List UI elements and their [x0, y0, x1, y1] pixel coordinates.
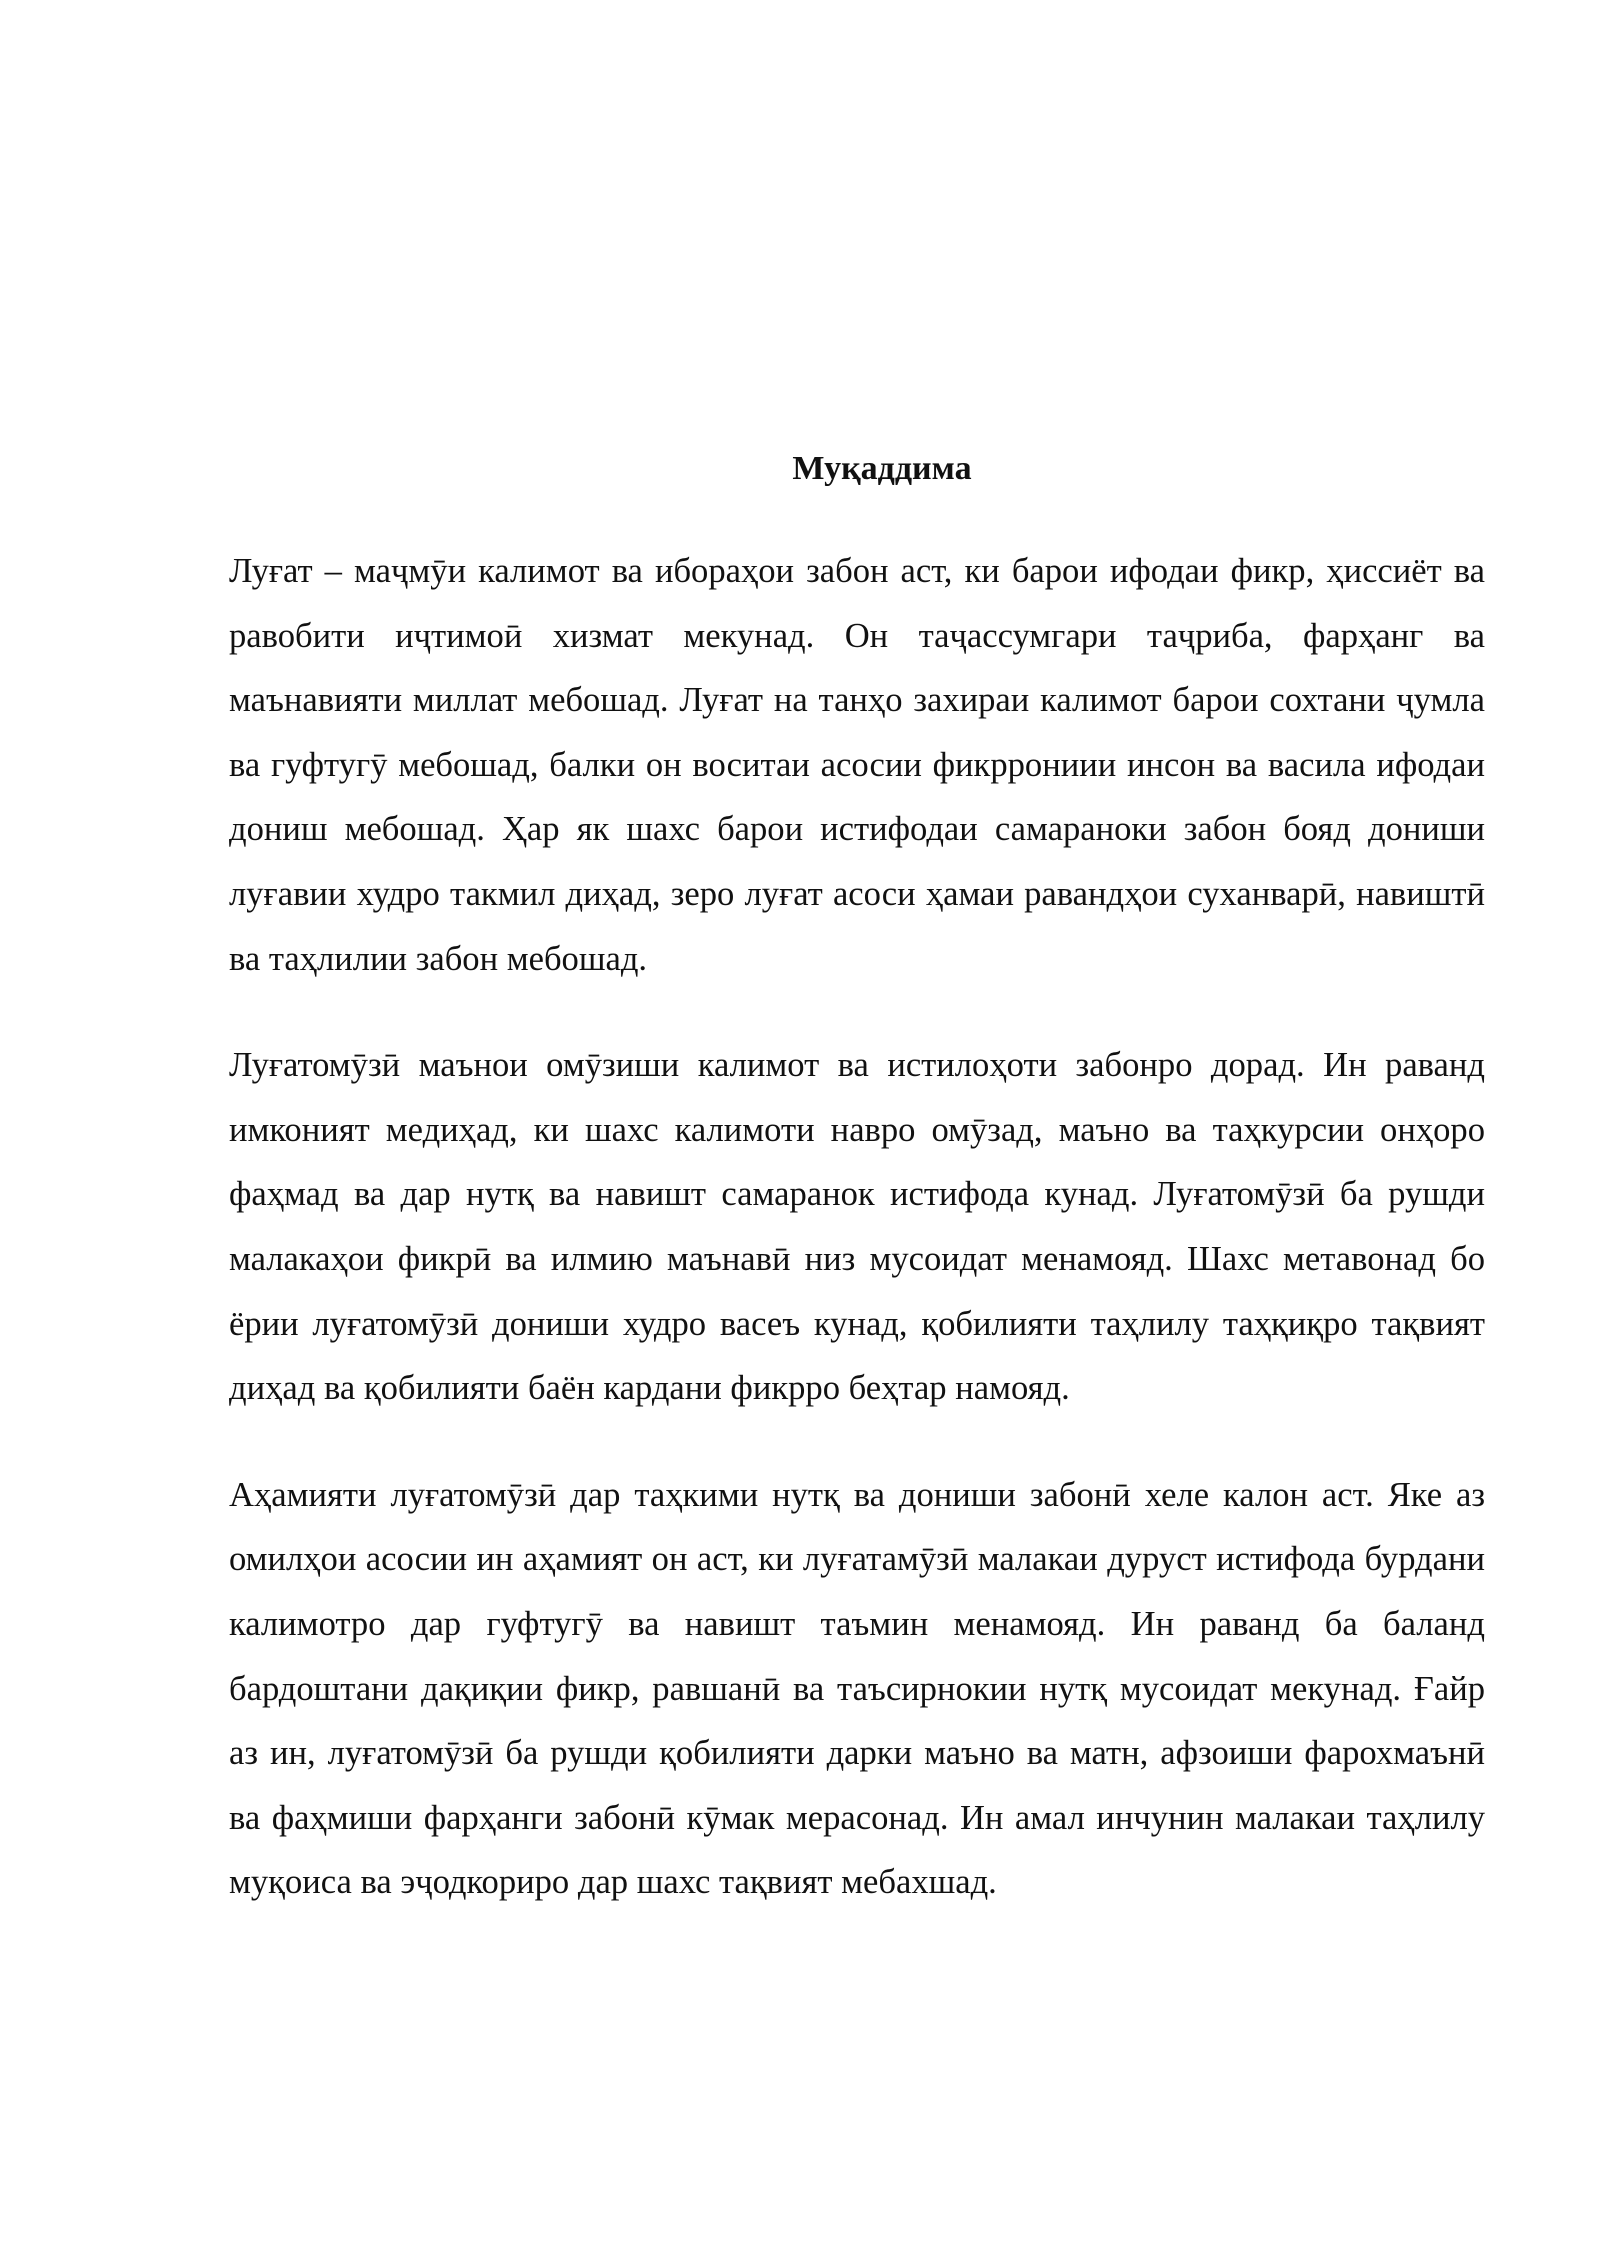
- paragraph-3: Аҳамияти луғатомӯзӣ дар таҳкими нутқ ва дониши забонӣ хеле калон аст. Яке аз омилҳои асосии ин аҳамият он аст, ки луғатамӯзӣ малакаи дуруст истифода бурдани калимотро дар гуфтугӯ ва навишт таъмин менамояд. Ин раванд ба баланд бардоштани дақиқии фикр, равшанӣ ва таъсирнокии нутқ мусоидат мекунад. Ғайр аз ин, луғатомӯзӣ ба рушди қобилияти дарки маъно ва матн, афзоиши фарохмаънӣ ва фаҳмиши фарҳанги забонӣ кӯмак мерасонад. Ин амал инчунин малакаи таҳлилу муқоиса ва эҷодкориро дар шахс тақвият мебахшад.: [229, 1475, 1485, 1902]
- paragraph-2: Луғатомӯзӣ маънои омӯзиши калимот ва истилоҳоти забонро дорад. Ин раванд имконият медиҳад, ки шахс калимоти навро омӯзад, маъно ва таҳкурсии онҳоро фаҳмад ва дар нутқ ва навишт самаранок истифода кунад. Луғатомӯзӣ ба рушди малакаҳои фикрӣ ва илмию маънавӣ низ мусоидат менамояд. Шахс метавонад бо ёрии луғатомӯзӣ дониши худро васеъ кунад, қобилияти таҳлилу таҳқиқро тақвият диҳад ва қобилияти баён кардани фикрро беҳтар намояд.: [229, 1046, 1485, 1408]
- paragraph-1: Луғат – маҷмӯи калимот ва ибораҳои забон аст, ки барои ифодаи фикр, ҳиссиёт ва равобити иҷтимоӣ хизмат мекунад. Он таҷассумгари таҷриба, фарҳанг ва маънавияти миллат мебошад. Луғат на танҳо захираи калимот барои сохтани ҷумла ва гуфтугӯ мебошад, балки он воситаи асосии фикррониии инсон ва васила ифодаи дониш мебошад. Ҳар як шахс барои истифодаи самараноки забон бояд дониши луғавии худро такмил диҳад, зеро луғат асоси ҳамаи равандҳои суханварӣ, навиштӣ ва таҳлилии забон мебошад.: [229, 552, 1485, 978]
- document-body: [229, 445, 1485, 1957]
- page-title: Муқаддима: [792, 450, 972, 487]
